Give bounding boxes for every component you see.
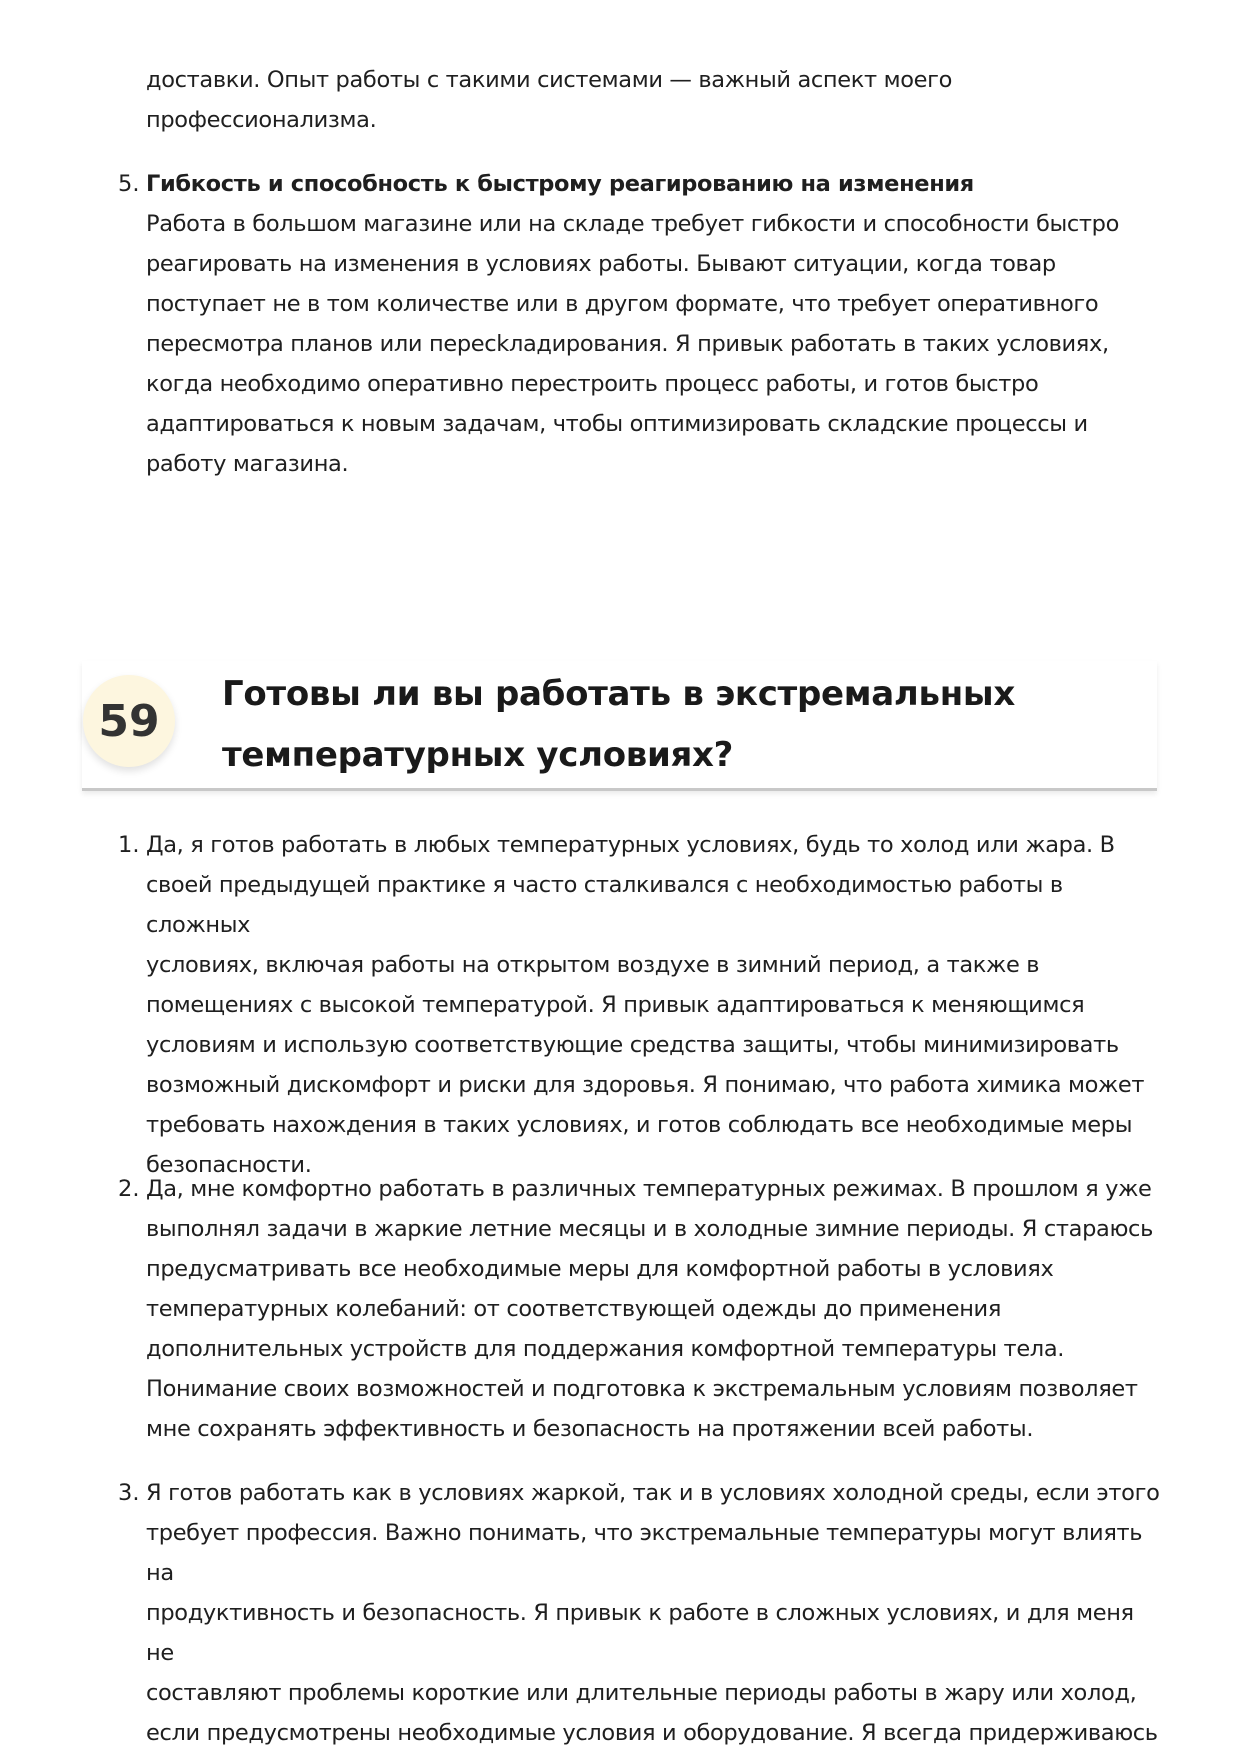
list-item-5-line: поступает не в том количестве или в другом формате, что требует оперативного [146, 291, 1099, 317]
answer-line: Да, мне комфортно работать в различных температурных режимах. В прошлом я уже [146, 1176, 1152, 1202]
answer-item-3 [146, 1473, 1166, 1753]
intro-line: доставки. Опыт работы с такими системами — важный аспект моего [146, 67, 952, 93]
list-item-5-line: работу магазина. [146, 451, 349, 477]
answer-line: возможный дискомфорт и риски для здоровья. Я понимаю, что работа химика может [146, 1072, 1145, 1098]
answer-line: требует профессия. Важно понимать, что экстремальные температуры могут влиять на [146, 1520, 1143, 1586]
answer-line: безопасности. [146, 1152, 312, 1178]
list-item-5-line: реагировать на изменения в условиях работы. Бывают ситуации, когда товар [146, 251, 1056, 277]
intro-line: профессионализма. [146, 107, 377, 133]
answer-line: условиям и использую соответствующие средства защиты, чтобы минимизировать [146, 1032, 1119, 1058]
answer-line: Я готов работать как в условиях жаркой, так и в условиях холодной среды, если этого [146, 1480, 1160, 1506]
answer-line: предусматривать все необходимые меры для комфортной работы в условиях [146, 1256, 1054, 1282]
list-number-2: 2. [118, 1176, 140, 1202]
answer-line: помещениях с высокой температурой. Я привык адаптироваться к меняющимся [146, 992, 1085, 1018]
answer-line: мне сохранять эффективность и безопасность на протяжении всей работы. [146, 1416, 1034, 1442]
answer-line: своей предыдущей практике я часто сталкивался с необходимостью работы в сложных [146, 872, 1063, 938]
section-heading [222, 664, 1122, 786]
list-item-5 [146, 164, 1166, 484]
answer-line: условиях, включая работы на открытом воздухе в зимний период, а также в [146, 952, 1040, 978]
answer-line: Да, я готов работать в любых температурных условиях, будь то холод или жара. В [146, 832, 1115, 858]
list-number-5: 5. [118, 171, 140, 197]
answer-line: продуктивность и безопасность. Я привык к работе в сложных условиях, и для меня не [146, 1600, 1134, 1666]
list-item-5-line: Работа в большом магазине или на складе требует гибкости и способности быстро [146, 211, 1120, 237]
list-number-3: 3. [118, 1480, 140, 1506]
answer-line: дополнительных устройств для поддержания комфортной температуры тела. [146, 1336, 1065, 1362]
answer-line: температурных колебаний: от соответствующей одежды до применения [146, 1296, 1002, 1322]
list-number-1: 1. [118, 832, 140, 858]
answer-line: требовать нахождения в таких условиях, и готов соблюдать все необходимые меры [146, 1112, 1133, 1138]
section-heading-line: Готовы ли вы работать в экстремальных [222, 674, 1015, 714]
intro-paragraph [146, 60, 1166, 140]
answer-line: составляют проблемы короткие или длительные периоды работы в жару или холод, [146, 1680, 1137, 1706]
section-heading-line: температурных условиях? [222, 735, 734, 775]
question-number-badge: 59 [83, 675, 175, 767]
answer-line: если предусмотрены необходимые условия и оборудование. Я всегда придерживаюсь [146, 1720, 1158, 1746]
list-item-5-line: когда необходимо оперативно перестроить процесс работы, и готов быстро [146, 371, 1039, 397]
answer-line: Понимание своих возможностей и подготовка к экстремальным условиям позволяет [146, 1376, 1138, 1402]
answer-item-1 [146, 825, 1166, 1185]
answer-item-2 [146, 1169, 1166, 1449]
list-item-5-title: Гибкость и способность к быстрому реагированию на изменения [146, 171, 974, 197]
answer-line: выполнял задачи в жаркие летние месяцы и в холодные зимние периоды. Я стараюсь [146, 1216, 1153, 1242]
list-item-5-line: адаптироваться к новым задачам, чтобы оптимизировать складские процессы и [146, 411, 1088, 437]
list-item-5-line: пересмотра планов или пересkладирования. Я привык работать в таких условиях, [146, 331, 1109, 357]
